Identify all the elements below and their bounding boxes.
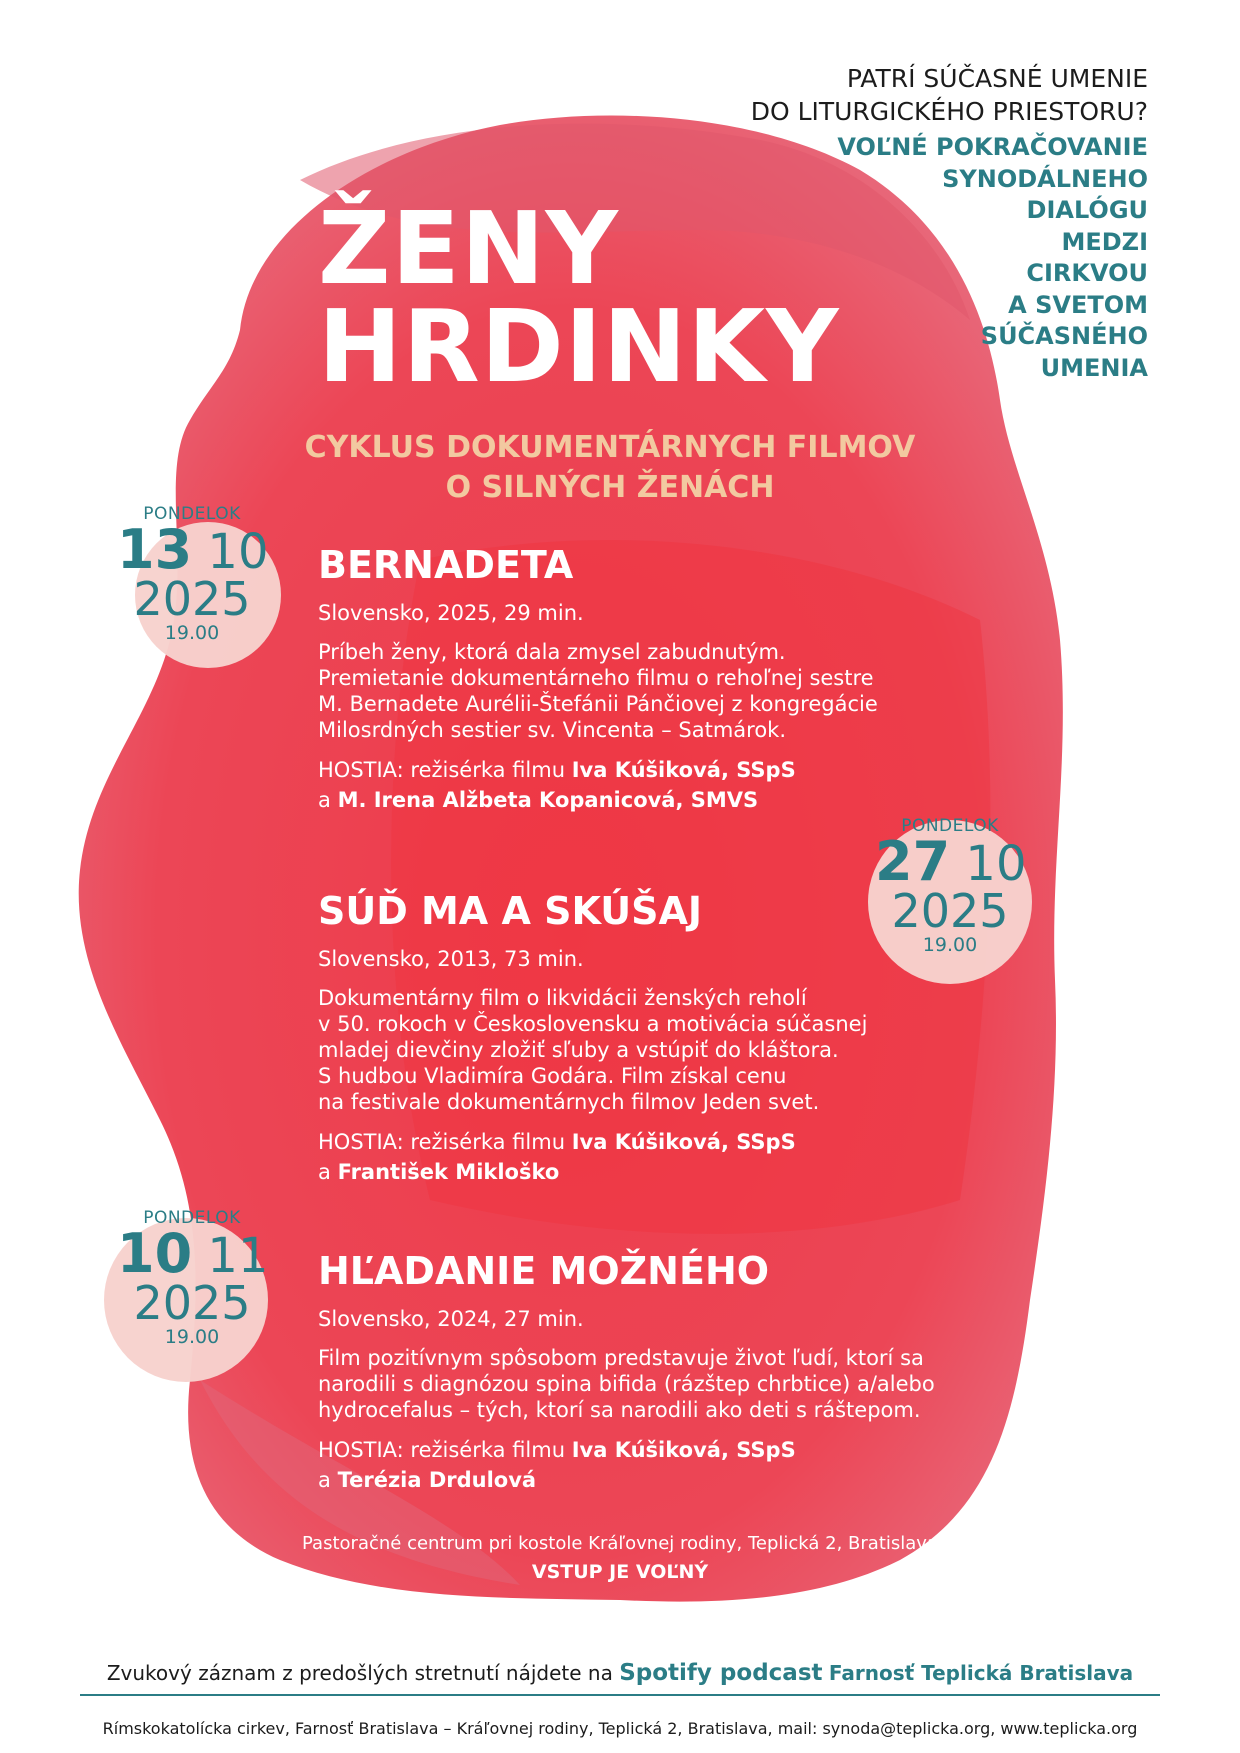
event-date — [117, 504, 267, 644]
film-title: BERNADETA — [318, 543, 574, 587]
date-time: 19.00 — [922, 934, 978, 956]
poster-title — [318, 190, 840, 405]
date-year: 2025 — [133, 572, 251, 626]
guests-joiner: a — [318, 788, 331, 812]
podcast-note — [60, 1660, 1180, 1686]
continuation-line: A SVETOM — [1008, 290, 1148, 319]
title-line: ŽENY — [318, 190, 619, 307]
date-day: 13 — [117, 518, 193, 581]
question-line: PATRÍ SÚČASNÉ UMENIE — [846, 64, 1148, 93]
date-weekday: PONDELOK — [901, 816, 999, 836]
film-meta: Slovensko, 2024, 27 min. — [318, 1307, 584, 1331]
date-day: 10 — [117, 1222, 193, 1285]
date-weekday: PONDELOK — [143, 1208, 241, 1228]
date-month: 10 — [207, 524, 269, 580]
date-year: 2025 — [891, 884, 1009, 938]
date-year: 2025 — [133, 1276, 251, 1330]
date-day-month — [117, 518, 269, 581]
podcast-name: Spotify podcast — [619, 1660, 823, 1686]
guest-name: Iva Kúšiková, SSpS — [571, 1438, 796, 1462]
film-meta: Slovensko, 2025, 29 min. — [318, 601, 584, 625]
film-description: Príbeh ženy, ktorá dala zmysel zabudnutým. Premietanie dokumentárneho filmu o rehoľnej sestre M. Bernadete Aurélii-Štefánii Pánčiovej z kongregácie Milosrdných sestier sv. Vincenta – Satmárok. — [318, 640, 878, 742]
divider — [80, 1694, 1160, 1696]
event-date — [117, 1208, 267, 1348]
guests-joiner: a — [318, 1160, 331, 1184]
guests-prefix: HOSTIA: režisérka filmu — [318, 1130, 566, 1154]
date-day-month — [875, 830, 1027, 893]
film-title: HĽADANIE MOŽNÉHO — [318, 1249, 770, 1293]
free-entry-note: VSTUP JE VOĽNÝ — [531, 1561, 709, 1583]
continuation-line: VOĽNÉ POKRAČOVANIE — [837, 133, 1148, 161]
footer-contact: Rímskokatolícka cirkev, Farnosť Bratislava – Kráľovnej rodiny, Teplická 2, Bratislava, mail: synoda@teplicka.org, www.teplicka.org — [102, 1719, 1138, 1738]
header-question — [751, 62, 1148, 128]
date-time: 19.00 — [164, 622, 220, 644]
date-day-month — [117, 1222, 269, 1285]
guest-name: Iva Kúšiková, SSpS — [571, 758, 796, 782]
film-description: Dokumentárny film o likvidácii ženských reholí v 50. rokoch v Československu a motivácia súčasnej mladej dievčiny zložiť sľuby a vstúpiť do kláštora. S hudbou Vladimíra Godára. Film získal cenu na festivale dokumentárnych filmov Jeden svet. — [318, 986, 868, 1114]
continuation-line: MEDZI — [1061, 227, 1148, 256]
film-guests — [318, 755, 1038, 815]
film-entry — [318, 542, 1038, 815]
poster-subtitle — [230, 428, 990, 508]
podcast-parish: Farnosť Teplická Bratislava — [828, 1661, 1134, 1685]
continuation-line: SYNODÁLNEHO — [942, 164, 1148, 193]
continuation-line: UMENIA — [1040, 353, 1148, 382]
podcast-prefix: Zvukový záznam z predošlých stretnutí nájdete na — [106, 1661, 613, 1685]
guest-name: František Mikloško — [337, 1160, 560, 1184]
question-line: DO LITURGICKÉHO PRIESTORU? — [750, 97, 1148, 126]
guest-name: Terézia Drdulová — [337, 1468, 537, 1492]
film-entry — [318, 1248, 1038, 1495]
continuation-line: DIALÓGU — [1026, 196, 1148, 224]
film-guests — [318, 1127, 1038, 1187]
continuation-line: CIRKVOU — [1026, 259, 1148, 287]
title-line: HRDINKY — [318, 288, 840, 405]
date-weekday: PONDELOK — [143, 504, 241, 524]
header-continuation — [837, 132, 1148, 384]
film-title: SÚĎ MA A SKÚŠAJ — [318, 889, 703, 933]
date-time: 19.00 — [164, 1326, 220, 1348]
film-guests — [318, 1435, 1038, 1495]
guest-name: M. Irena Alžbeta Kopanicová, SMVS — [337, 788, 759, 812]
venue-address: Pastoračné centrum pri kostole Kráľovnej rodiny, Teplická 2, Bratislava — [302, 1533, 938, 1554]
date-month: 10 — [965, 836, 1027, 892]
film-meta: Slovensko, 2013, 73 min. — [318, 947, 584, 971]
guests-joiner: a — [318, 1468, 331, 1492]
film-entry — [318, 884, 1038, 1187]
date-day: 27 — [875, 830, 951, 893]
guest-name: Iva Kúšiková, SSpS — [571, 1130, 796, 1154]
subtitle-line: CYKLUS DOKUMENTÁRNYCH FILMOV — [304, 430, 916, 465]
continuation-line: SÚČASNÉHO — [980, 322, 1148, 350]
guests-prefix: HOSTIA: režisérka filmu — [318, 758, 566, 782]
date-month: 11 — [207, 1228, 269, 1284]
subtitle-line: O SILNÝCH ŽENÁCH — [445, 470, 775, 505]
guests-prefix: HOSTIA: režisérka filmu — [318, 1438, 566, 1462]
film-description: Film pozitívnym spôsobom predstavuje život ľudí, ktorí sa narodili s diagnózou spina bifida (rázštep chrbtice) a/alebo hydrocefalus – tých, ktorí sa narodili ako deti s ráštepom. — [318, 1346, 935, 1422]
